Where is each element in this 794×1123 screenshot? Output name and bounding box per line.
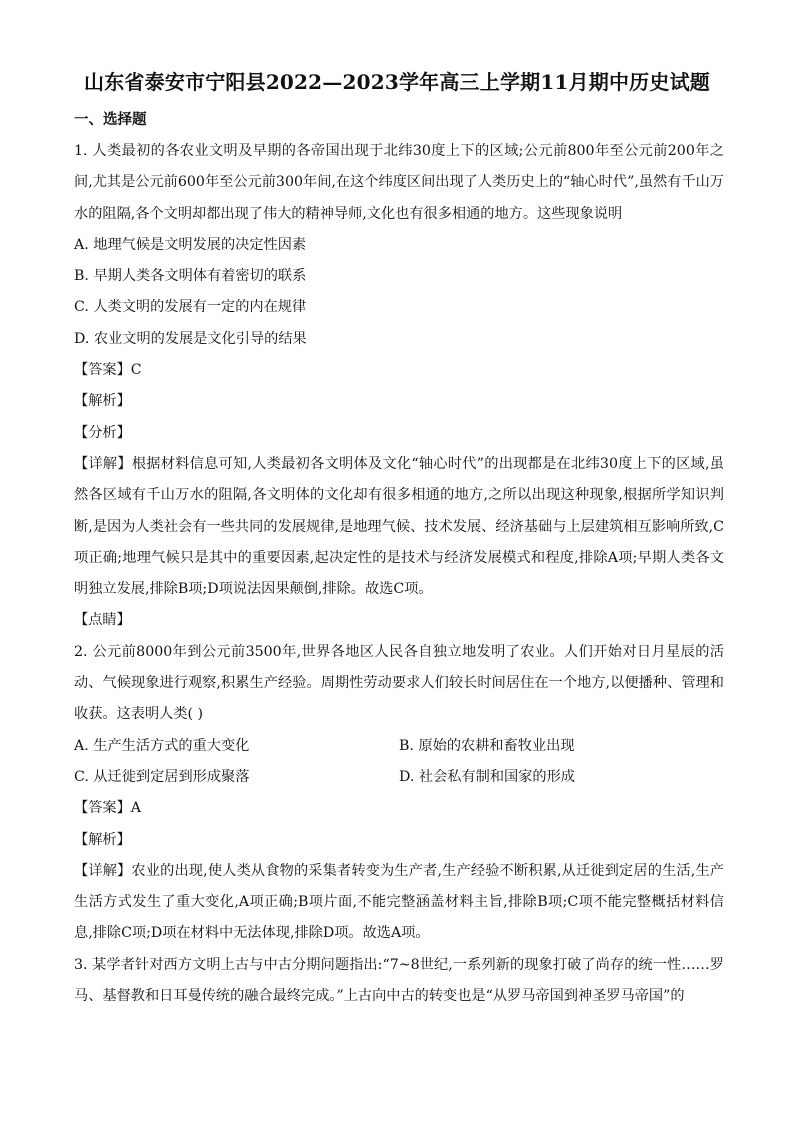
question-1-detail: 【详解】根据材料信息可知,人类最初各文明体及文化“轴心时代”的出现都是在北纬30度上下的区域,虽然各区域有千山万水的阻隔,各文明体的文化却有很多相通的地方,之所以出现这种现象,根据所学知识判断,是因为人类社会有一些共同的发展规律,是地理气候、技术发展、经济基础与上层建筑相互影响所致,C项正确;地理气候只是其中的重要因素,起决定性的是技术与经济发展模式和程度,排除A项;早期人类各文明独立发展,排除B项;D项说法因果颠倒,排除。故选C项。 bbox=[74, 455, 724, 598]
question-1-stem: 1. 人类最初的各农业文明及早期的各帝国出现于北纬30度上下的区域;公元前800年至公元前200年之间,尤其是公元前600年至公元前300年间,在这个纬度区间出现了人类历史上的“轴心时代”,虽然有千山万水的阻隔,各个文明却都出现了伟大的精神导师,文化也有很多相通的地方。这些现象说明 bbox=[74, 143, 724, 222]
question-1-analysis-label: 【解析】 bbox=[74, 393, 131, 410]
question-1-option-c: C. 人类文明的发展有一定的内在规律 bbox=[74, 299, 307, 316]
question-2-option-c: C. 从迁徙到定居到形成聚落 bbox=[74, 768, 250, 785]
section-heading: 一、选择题 bbox=[74, 111, 147, 128]
question-2-option-b: B. 原始的农耕和畜牧业出现 bbox=[399, 737, 575, 754]
question-2-option-a: A. 生产生活方式的重大变化 bbox=[74, 737, 250, 754]
question-2-option-d: D. 社会私有制和国家的形成 bbox=[399, 768, 575, 785]
document-body bbox=[74, 136, 724, 1012]
page-title: 山东省泰安市宁阳县2022—2023学年高三上学期11月期中历史试题 bbox=[84, 70, 710, 94]
question-1-fenxi-label: 【分析】 bbox=[74, 424, 131, 441]
question-2-options-row-2 bbox=[74, 762, 724, 793]
question-2-options-row-1 bbox=[74, 731, 724, 762]
question-1-dianjing-label: 【点睛】 bbox=[74, 612, 131, 629]
question-1-option-b: B. 早期人类各文明体有着密切的联系 bbox=[74, 268, 307, 285]
question-1-option-d: D. 农业文明的发展是文化引导的结果 bbox=[74, 330, 307, 347]
question-2-answer: 【答案】A bbox=[74, 800, 141, 817]
question-2-stem: 2. 公元前8000年到公元前3500年,世界各地区人民各自独立地发明了农业。人们开始对日月星辰的活动、气候现象进行观察,积累生产经验。周期性劳动要求人们较长时间居住在一个地方,以便播种、管理和收获。这表明人类( ) bbox=[74, 643, 724, 723]
question-2-analysis-label: 【解析】 bbox=[74, 831, 131, 848]
question-1-option-a: A. 地理气候是文明发展的决定性因素 bbox=[74, 236, 307, 253]
question-3-stem: 3. 某学者针对西方文明上古与中古分期问题指出:“7~8世纪,一系列新的现象打破了尚存的统一性……罗马、基督教和日耳曼传统的融合最终完成。”上古向中古的转变也是“从罗马帝国到神圣罗马帝国”的 bbox=[74, 956, 724, 1005]
question-2-detail: 【详解】农业的出现,使人类从食物的采集者转变为生产者,生产经验不断积累,从迁徙到定居的生活,生产生活方式发生了重大变化,A项正确;B项片面,不能完整涵盖材料主旨,排除B项;C项不能完整概括材料信息,排除C项;D项在材料中无法体现,排除D项。故选A项。 bbox=[74, 862, 724, 942]
question-1-answer: 【答案】C bbox=[74, 362, 142, 379]
